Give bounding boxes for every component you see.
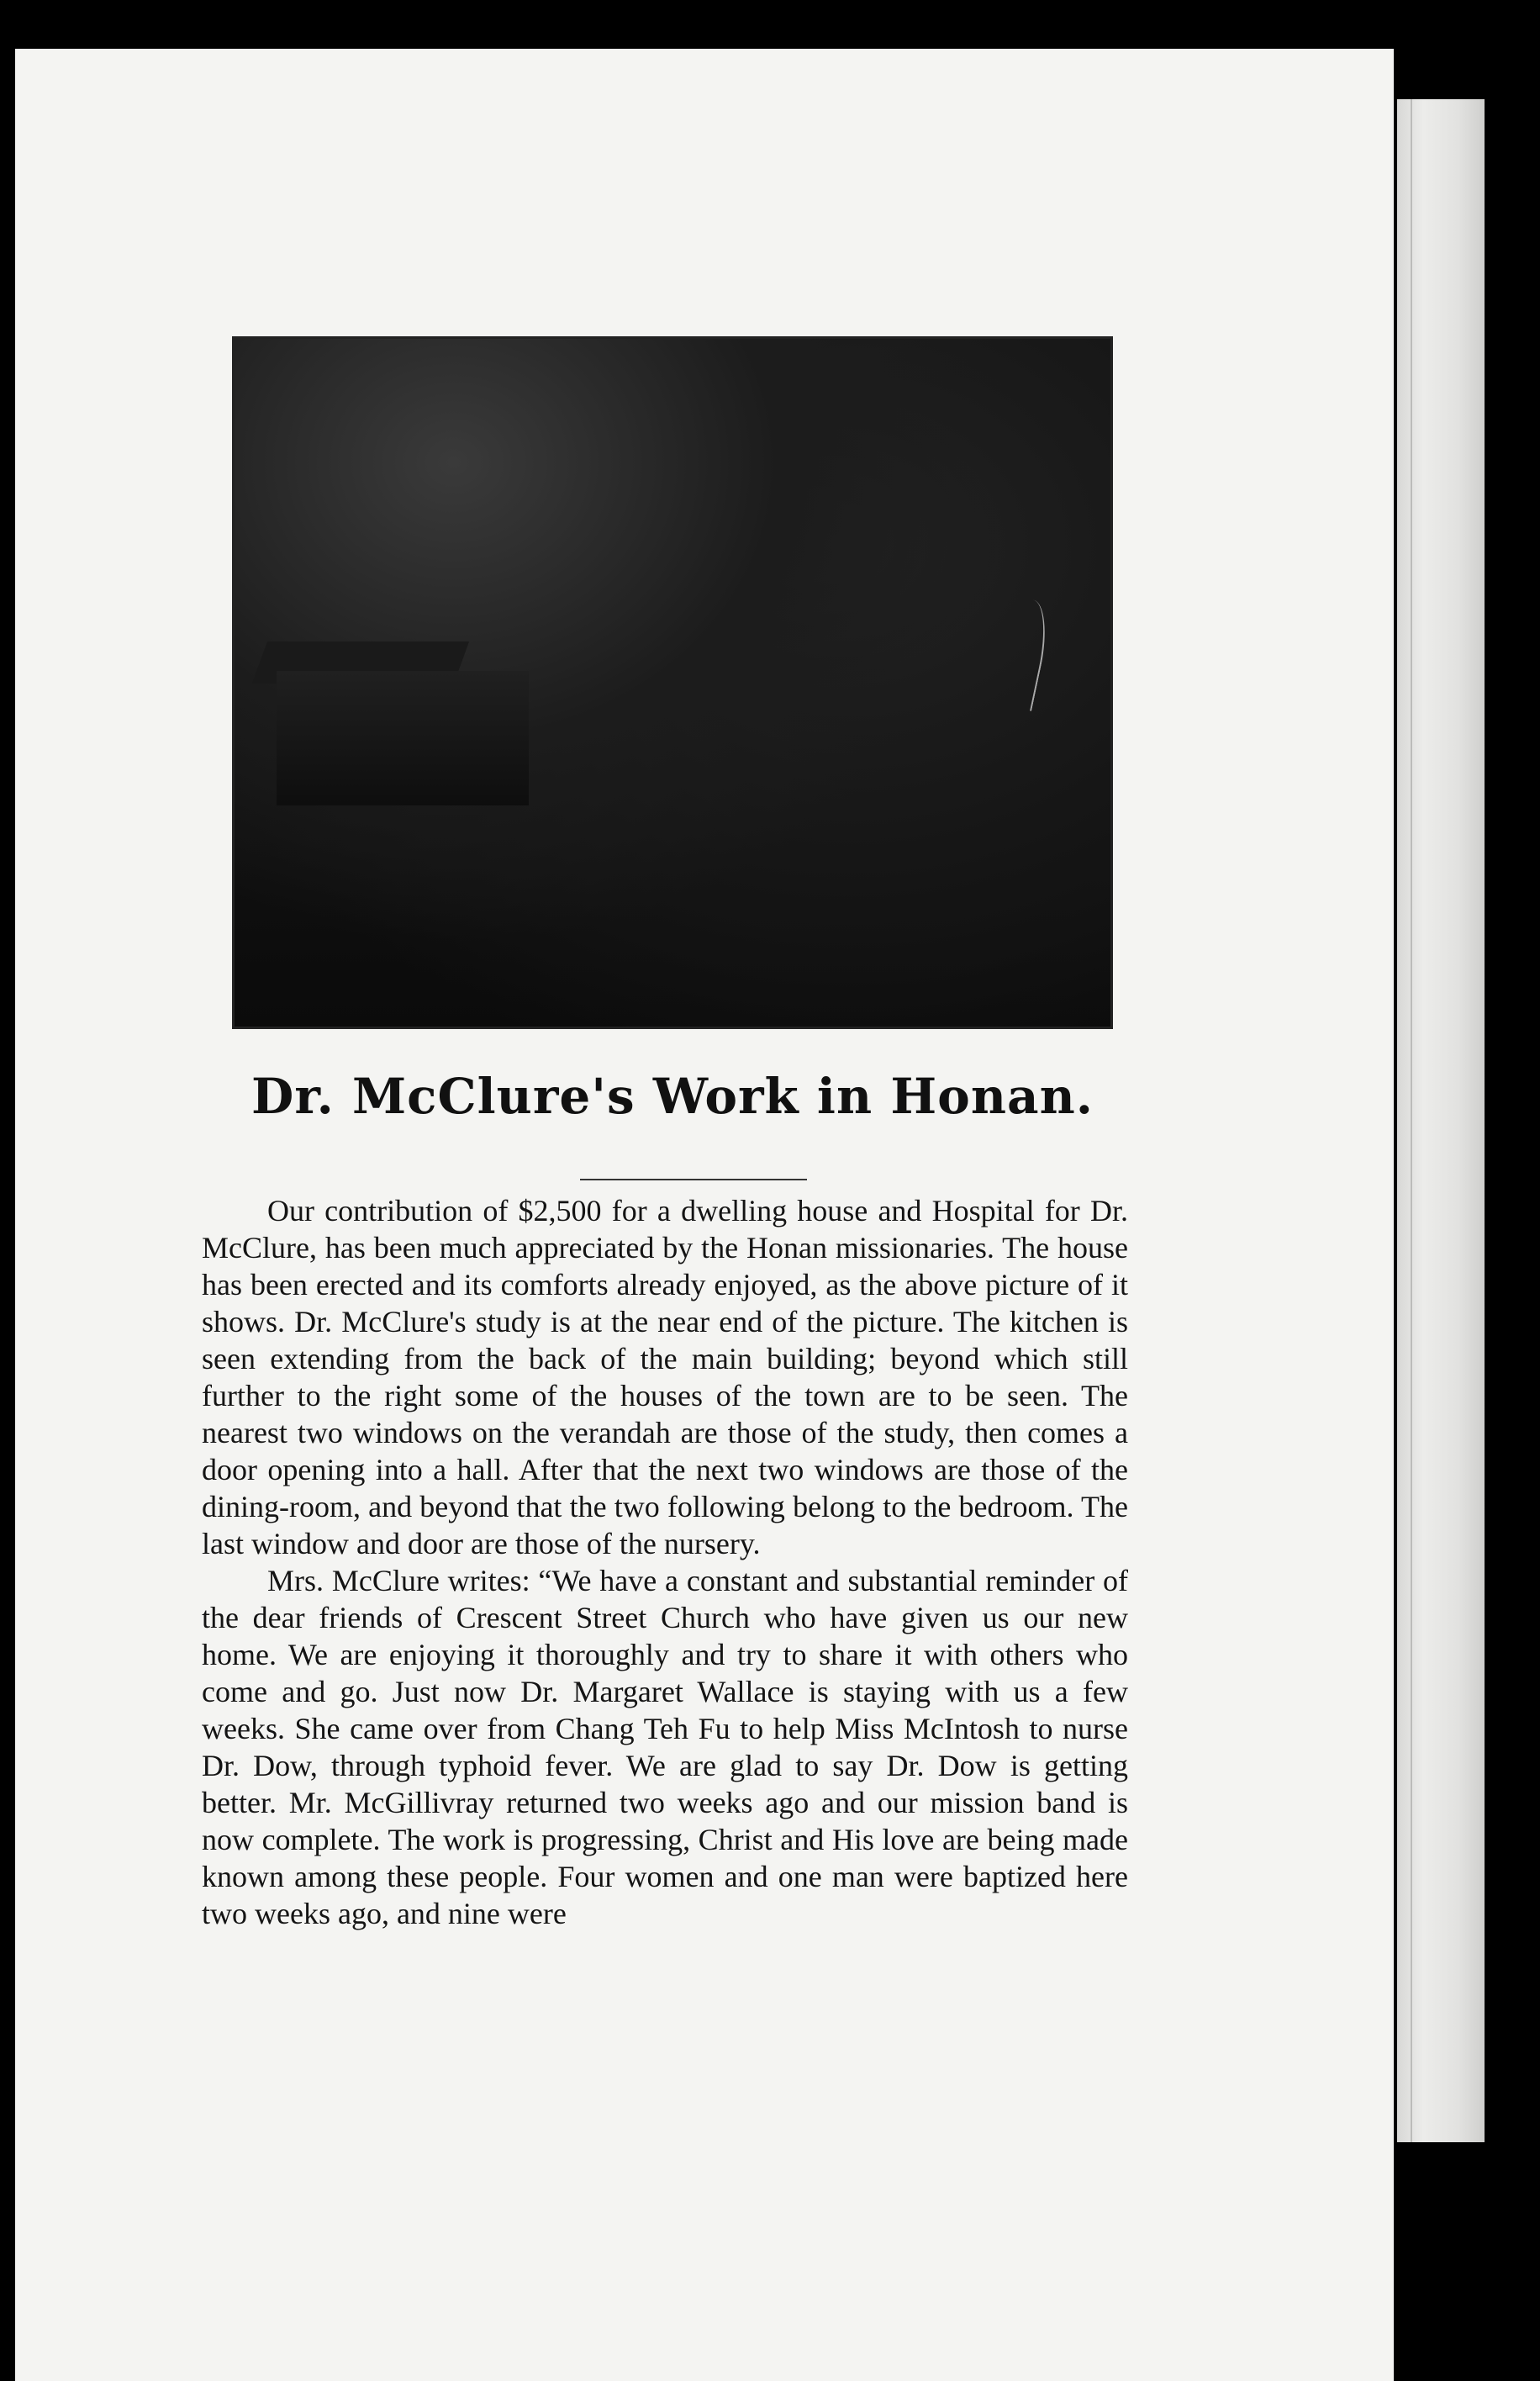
article-title: Dr. McClure's Work in Honan.	[251, 1068, 1094, 1125]
article-body	[202, 1192, 1128, 1932]
adjacent-page-edge	[1397, 99, 1485, 2142]
house-photograph	[232, 336, 1113, 1029]
photo-house-silhouette	[277, 671, 529, 805]
paragraph-1: Our contribution of $2,500 for a dwelling house and Hospital for Dr. McClure, has been much appreciated by the Honan missionaries. The house has been erected and its comforts already enjoyed, as the above picture of it shows. Dr. McClure's study is at the near end of the picture. The kitchen is seen extending from the back of the main building; beyond which still further to the right some of the houses of the town are to be seen. The nearest two windows on the verandah are those of the study, then comes a door opening into a hall. After that the next two windows are those of the dining-room, and beyond that the two following belong to the bedroom. The last window and door are those of the nursery.	[202, 1194, 1128, 1560]
paragraph-2: Mrs. McClure writes: “We have a constant and substantial reminder of the dear friends of Crescent Street Church who have given us our new home. We are enjoying it thoroughly and try to share it with others who come and go. Just now Dr. Margaret Wallace is staying with us a few weeks. She came over from Chang Teh Fu to help Miss McIntosh to nurse Dr. Dow, through typhoid fever. We are glad to say Dr. Dow is getting better. Mr. McGillivray returned two weeks ago and our mission band is now complete. The work is progressing, Christ and His love are being made known among these people. Four women and one man were baptized here two weeks ago, and nine were	[202, 1564, 1128, 1930]
title-divider	[580, 1179, 807, 1180]
photo-scratch-mark	[997, 597, 1054, 711]
